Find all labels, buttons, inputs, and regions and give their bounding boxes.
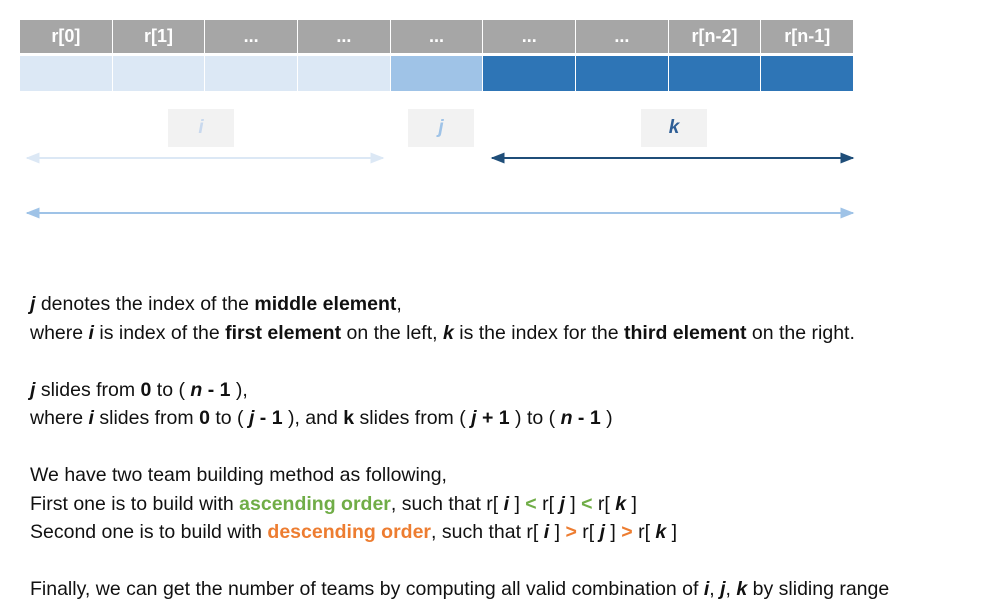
text-line: where i slides from 0 to ( j - 1 ), and k slides from ( j + 1 ) to ( n - 1 ) [30,407,613,429]
index-label-k: k [641,109,707,147]
array-header-cell: r[n-2] [669,20,761,53]
text-line: Finally, we can get the number of teams by computing all valid combination of i, j, k by sliding range [30,578,890,600]
range-arrows [0,0,1000,260]
text-line: First one is to build with ascending order, such that r[ i ] < r[ j ] < r[ k ] [30,492,637,515]
array-header-cell: r[0] [20,20,112,53]
text-line: where i is index of the first element on the left, k is the index for the third element on the right. [30,321,855,344]
array-header-cell: ... [391,20,483,53]
array-header-cell: ... [483,20,575,53]
index-label-i: i [168,109,234,147]
array-header-cell: ... [205,20,297,53]
array-header-cell: r[1] [113,20,205,53]
explanation-text [30,290,995,604]
array-header-cell: ... [576,20,668,53]
index-label-j: j [408,109,474,147]
text-line: j slides from 0 to ( n - 1 ), [30,378,248,401]
text-line: Second one is to build with descending order, such that r[ i ] > r[ j ] > r[ k ] [30,521,678,543]
array-header-cell: r[n-1] [761,20,853,53]
array-header-cell: ... [298,20,390,53]
text-line: We have two team building method as following, [30,464,447,486]
text-line: j denotes the index of the middle element, [30,293,402,315]
